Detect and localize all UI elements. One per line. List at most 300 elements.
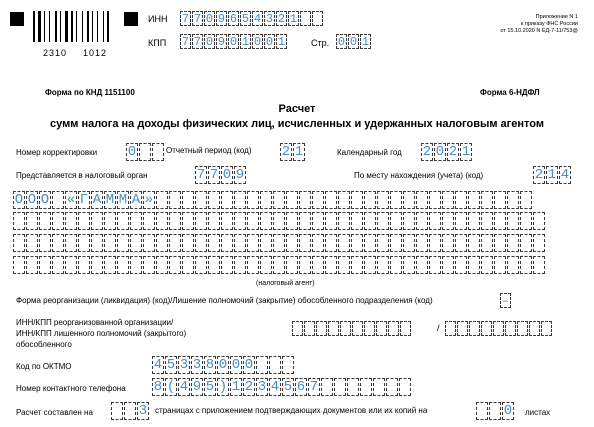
char-cell[interactable] — [457, 321, 468, 336]
char-cell[interactable]: 7 — [181, 11, 190, 26]
char-cell[interactable] — [156, 256, 168, 274]
char-cell[interactable]: 1 — [547, 167, 557, 183]
char-cell[interactable] — [312, 212, 324, 230]
oktmo-label: Код по ОКТМО — [16, 362, 72, 371]
char-cell[interactable] — [169, 256, 181, 274]
char-cell[interactable] — [156, 234, 168, 252]
char-cell[interactable] — [429, 191, 441, 209]
char-cell[interactable]: 0 — [435, 144, 445, 160]
char-cell[interactable]: 8 — [205, 357, 215, 373]
char-cell[interactable] — [130, 256, 142, 274]
reorg-slash: / — [437, 323, 440, 333]
copies-cells[interactable] — [476, 402, 515, 420]
char-cell[interactable] — [541, 321, 552, 336]
char-cell[interactable] — [260, 256, 272, 274]
char-cell[interactable] — [390, 234, 402, 252]
char-cell[interactable] — [273, 191, 285, 209]
char-cell[interactable] — [156, 212, 168, 230]
char-cell[interactable] — [304, 321, 315, 336]
char-cell[interactable]: 0 — [205, 34, 214, 49]
char-cell[interactable] — [247, 256, 259, 274]
char-cell[interactable] — [520, 212, 532, 230]
char-cell[interactable]: ( — [166, 379, 176, 395]
char-cell[interactable] — [325, 256, 337, 274]
char-cell[interactable] — [533, 234, 545, 252]
char-cell[interactable] — [390, 212, 402, 230]
char-cell[interactable] — [403, 212, 415, 230]
char-cell[interactable]: 1 — [461, 144, 471, 160]
correction-label: Номер корректировки — [16, 148, 98, 157]
char-cell[interactable]: 5 — [166, 357, 176, 373]
char-cell[interactable]: 7 — [193, 11, 202, 26]
char-cell[interactable]: 9 — [192, 379, 202, 395]
char-cell[interactable] — [221, 256, 233, 274]
char-cell[interactable] — [234, 256, 246, 274]
char-cell[interactable] — [377, 234, 389, 252]
pages-middle-text: страницах с приложением подтверждающих документов или их копий на — [155, 406, 428, 415]
char-cell[interactable] — [130, 234, 142, 252]
char-cell[interactable] — [481, 191, 493, 209]
char-cell[interactable] — [373, 378, 385, 396]
char-cell[interactable] — [325, 212, 337, 230]
char-cell[interactable] — [400, 321, 411, 336]
char-cell[interactable] — [468, 256, 480, 274]
char-cell[interactable] — [117, 256, 129, 274]
char-cell[interactable] — [328, 321, 339, 336]
char-cell[interactable]: 5 — [283, 379, 293, 395]
char-cell[interactable] — [169, 234, 181, 252]
char-cell[interactable] — [143, 212, 155, 230]
char-cell[interactable]: 0 — [218, 357, 228, 373]
char-cell[interactable] — [338, 256, 350, 274]
char-cell[interactable]: 5 — [205, 379, 215, 395]
char-cell[interactable] — [39, 212, 51, 230]
char-cell[interactable]: А — [92, 192, 102, 208]
char-cell[interactable] — [312, 256, 324, 274]
char-cell[interactable]: 0 — [205, 11, 214, 26]
char-cell[interactable] — [139, 143, 151, 161]
order-note-line-1: Приложение N 1 — [535, 14, 578, 20]
char-cell[interactable] — [104, 256, 116, 274]
char-cell[interactable] — [507, 234, 519, 252]
char-cell[interactable] — [26, 256, 38, 274]
char-cell[interactable]: 0 — [503, 403, 513, 419]
char-cell[interactable] — [520, 234, 532, 252]
tax-authority-cells[interactable] — [195, 166, 247, 184]
char-cell[interactable] — [78, 212, 90, 230]
char-cell[interactable] — [351, 234, 363, 252]
char-cell[interactable]: 0 — [265, 34, 274, 49]
char-cell[interactable] — [520, 191, 532, 209]
char-cell[interactable] — [221, 191, 233, 209]
char-cell[interactable] — [386, 378, 398, 396]
char-cell[interactable] — [292, 321, 303, 336]
char-cell[interactable] — [494, 191, 506, 209]
char-cell[interactable] — [493, 321, 504, 336]
char-cell[interactable] — [517, 321, 528, 336]
char-cell[interactable] — [429, 234, 441, 252]
char-cell[interactable]: 1 — [241, 34, 250, 49]
char-cell[interactable] — [143, 256, 155, 274]
char-cell[interactable]: М — [118, 192, 128, 208]
char-cell[interactable] — [390, 191, 402, 209]
barcode-bar — [87, 11, 89, 42]
reorg-kpp-cells[interactable] — [445, 321, 553, 336]
char-cell[interactable] — [221, 212, 233, 230]
char-cell[interactable] — [520, 256, 532, 274]
char-cell[interactable] — [529, 321, 540, 336]
char-cell[interactable] — [481, 256, 493, 274]
char-cell[interactable] — [39, 256, 51, 274]
char-cell[interactable] — [468, 212, 480, 230]
char-cell[interactable] — [364, 191, 376, 209]
char-cell[interactable] — [169, 212, 181, 230]
char-cell[interactable] — [505, 321, 516, 336]
char-cell[interactable] — [286, 234, 298, 252]
period-cells[interactable] — [280, 143, 306, 161]
char-cell[interactable] — [364, 234, 376, 252]
char-cell[interactable] — [312, 191, 324, 209]
char-cell[interactable] — [13, 212, 25, 230]
char-cell[interactable] — [489, 402, 501, 420]
char-cell[interactable] — [476, 402, 488, 420]
char-cell[interactable]: 9 — [217, 34, 226, 49]
char-cell[interactable] — [334, 378, 346, 396]
char-cell[interactable] — [182, 191, 194, 209]
reorg-cells[interactable] — [500, 293, 512, 308]
char-cell[interactable]: О — [27, 192, 37, 208]
char-cell[interactable] — [221, 234, 233, 252]
char-cell[interactable] — [169, 191, 181, 209]
char-cell[interactable] — [234, 234, 246, 252]
char-cell[interactable] — [26, 234, 38, 252]
char-cell[interactable]: О — [40, 192, 50, 208]
char-cell[interactable]: 3 — [257, 379, 267, 395]
barcode-bar — [69, 11, 70, 42]
char-cell[interactable]: 4 — [153, 357, 163, 373]
char-cell[interactable] — [481, 321, 492, 336]
char-cell[interactable] — [13, 234, 25, 252]
char-cell[interactable] — [390, 256, 402, 274]
reorg-inn-cells[interactable] — [292, 321, 412, 336]
char-cell[interactable] — [494, 212, 506, 230]
char-cell[interactable]: 7 — [193, 34, 202, 49]
char-cell[interactable]: 7 — [209, 167, 219, 183]
reorg-label: Форма реорганизации (ликвидация) (код)/Лишение полномочий (закрытие) обособленного подразделения (код) — [16, 296, 433, 305]
char-cell[interactable]: « — [66, 192, 76, 208]
char-cell[interactable]: М — [105, 192, 115, 208]
phone-cells[interactable] — [152, 378, 412, 396]
char-cell[interactable] — [299, 212, 311, 230]
char-cell[interactable] — [52, 234, 64, 252]
barcode-bar — [42, 11, 43, 42]
char-cell[interactable]: 2 — [277, 11, 286, 26]
char-cell[interactable]: 2 — [244, 379, 254, 395]
char-cell[interactable] — [416, 191, 428, 209]
char-cell[interactable] — [325, 191, 337, 209]
char-cell[interactable] — [442, 234, 454, 252]
char-cell[interactable] — [364, 321, 375, 336]
char-cell[interactable] — [256, 356, 268, 374]
char-cell[interactable] — [195, 256, 207, 274]
correction-cells[interactable] — [126, 143, 165, 161]
char-cell[interactable] — [208, 234, 220, 252]
char-cell[interactable]: 7 — [196, 167, 206, 183]
char-cell[interactable] — [533, 212, 545, 230]
char-cell[interactable] — [377, 256, 389, 274]
char-cell[interactable] — [78, 234, 90, 252]
char-cell[interactable]: Г — [79, 192, 89, 208]
char-cell[interactable] — [195, 212, 207, 230]
char-cell[interactable] — [91, 256, 103, 274]
char-cell[interactable] — [234, 191, 246, 209]
barcode-bar — [94, 11, 96, 42]
char-cell[interactable] — [273, 212, 285, 230]
char-cell[interactable] — [312, 11, 323, 26]
kpp-label: КПП — [148, 38, 167, 48]
char-cell[interactable] — [152, 143, 164, 161]
char-cell[interactable] — [316, 321, 327, 336]
char-cell[interactable]: 2 — [448, 144, 458, 160]
char-cell[interactable] — [351, 256, 363, 274]
barcode-bar — [71, 11, 73, 42]
char-cell[interactable] — [364, 256, 376, 274]
char-cell[interactable]: 1 — [277, 34, 286, 49]
char-cell[interactable] — [321, 378, 333, 396]
char-cell[interactable] — [338, 234, 350, 252]
char-cell[interactable]: 5 — [241, 11, 250, 26]
char-cell[interactable] — [360, 378, 372, 396]
char-cell[interactable] — [269, 356, 281, 374]
char-cell[interactable]: 1 — [361, 34, 370, 49]
char-cell[interactable]: 9 — [217, 11, 226, 26]
char-cell[interactable]: 1 — [289, 11, 298, 26]
char-cell[interactable] — [442, 212, 454, 230]
char-cell[interactable]: 0 — [253, 34, 262, 49]
char-cell[interactable] — [533, 256, 545, 274]
char-cell[interactable] — [182, 256, 194, 274]
char-cell[interactable] — [455, 256, 467, 274]
char-cell[interactable]: 0 — [127, 144, 137, 160]
page-cells[interactable] — [336, 34, 372, 49]
char-cell[interactable] — [195, 191, 207, 209]
char-cell[interactable] — [260, 234, 272, 252]
char-cell[interactable] — [208, 212, 220, 230]
char-cell[interactable]: 3 — [138, 403, 148, 419]
char-cell[interactable] — [340, 321, 351, 336]
char-cell[interactable] — [429, 212, 441, 230]
char-cell[interactable]: А — [131, 192, 141, 208]
char-cell[interactable] — [352, 321, 363, 336]
kpp-cells[interactable] — [180, 34, 288, 49]
char-cell[interactable] — [52, 212, 64, 230]
char-cell[interactable]: 0 — [337, 34, 346, 49]
char-cell[interactable] — [91, 234, 103, 252]
char-cell[interactable] — [388, 321, 399, 336]
char-cell[interactable] — [351, 212, 363, 230]
char-cell[interactable] — [445, 321, 456, 336]
barcode-bar — [105, 11, 106, 42]
char-cell[interactable] — [182, 212, 194, 230]
char-cell[interactable] — [403, 234, 415, 252]
char-cell[interactable] — [442, 191, 454, 209]
char-cell[interactable]: 3 — [192, 357, 202, 373]
char-cell[interactable]: О — [14, 192, 24, 208]
char-cell[interactable]: 3 — [265, 11, 274, 26]
agent-name-row-2[interactable] — [13, 212, 546, 230]
order-note — [500, 14, 578, 35]
oktmo-cells[interactable] — [152, 356, 295, 374]
char-cell[interactable] — [299, 191, 311, 209]
char-cell[interactable] — [78, 256, 90, 274]
char-cell[interactable]: 1 — [231, 379, 241, 395]
char-cell[interactable] — [208, 256, 220, 274]
char-cell[interactable] — [416, 212, 428, 230]
char-cell[interactable] — [234, 212, 246, 230]
char-cell[interactable]: 4 — [253, 11, 262, 26]
char-cell[interactable] — [416, 234, 428, 252]
char-cell[interactable] — [429, 256, 441, 274]
char-cell[interactable]: 9 — [235, 167, 245, 183]
char-cell[interactable] — [286, 191, 298, 209]
char-cell[interactable] — [286, 212, 298, 230]
char-cell[interactable] — [455, 234, 467, 252]
char-cell[interactable]: – — [501, 293, 510, 308]
char-cell[interactable] — [399, 378, 411, 396]
char-cell[interactable] — [507, 256, 519, 274]
char-cell[interactable] — [260, 212, 272, 230]
char-cell[interactable] — [347, 378, 359, 396]
agent-name-row-1[interactable] — [13, 191, 533, 209]
char-cell[interactable] — [52, 256, 64, 274]
char-cell[interactable] — [104, 212, 116, 230]
char-cell[interactable]: 4 — [270, 379, 280, 395]
reorg-inn-label-line-1: ИНН/КПП реорганизованной организации/ — [16, 318, 174, 327]
char-cell[interactable] — [65, 234, 77, 252]
char-cell[interactable] — [13, 256, 25, 274]
char-cell[interactable] — [124, 402, 136, 420]
char-cell[interactable] — [325, 234, 337, 252]
char-cell[interactable] — [468, 234, 480, 252]
char-cell[interactable] — [507, 212, 519, 230]
char-cell[interactable]: 7 — [309, 379, 319, 395]
char-cell[interactable] — [299, 256, 311, 274]
char-cell[interactable] — [247, 191, 259, 209]
char-cell[interactable] — [469, 321, 480, 336]
char-cell[interactable] — [65, 256, 77, 274]
char-cell[interactable] — [300, 11, 311, 26]
char-cell[interactable] — [260, 191, 272, 209]
agent-name-row-4[interactable] — [13, 256, 546, 274]
barcode-number-left: 2310 — [43, 48, 68, 58]
char-cell[interactable] — [286, 256, 298, 274]
barcode-bar — [78, 11, 81, 42]
char-cell[interactable] — [377, 191, 389, 209]
char-cell[interactable] — [416, 256, 428, 274]
barcode-bar — [99, 11, 102, 42]
char-cell[interactable]: 0 — [231, 357, 241, 373]
inn-cells[interactable] — [180, 11, 324, 26]
char-cell[interactable] — [338, 212, 350, 230]
char-cell[interactable]: 0 — [222, 167, 232, 183]
pages-cells[interactable] — [111, 402, 150, 420]
char-cell[interactable] — [65, 212, 77, 230]
char-cell[interactable] — [117, 234, 129, 252]
char-cell[interactable] — [111, 402, 123, 420]
char-cell[interactable]: 4 — [179, 379, 189, 395]
char-cell[interactable] — [91, 212, 103, 230]
char-cell[interactable]: 2 — [281, 144, 291, 160]
char-cell[interactable]: 7 — [181, 34, 190, 49]
char-cell[interactable]: 6 — [296, 379, 306, 395]
char-cell[interactable] — [299, 234, 311, 252]
char-cell[interactable] — [273, 256, 285, 274]
char-cell[interactable] — [377, 212, 389, 230]
char-cell[interactable] — [104, 234, 116, 252]
char-cell[interactable] — [247, 234, 259, 252]
char-cell[interactable] — [195, 234, 207, 252]
char-cell[interactable] — [273, 234, 285, 252]
char-cell[interactable]: 0 — [349, 34, 358, 49]
char-cell[interactable] — [455, 191, 467, 209]
char-cell[interactable] — [156, 191, 168, 209]
char-cell[interactable] — [481, 212, 493, 230]
year-cells[interactable] — [421, 143, 473, 161]
char-cell[interactable]: ) — [218, 379, 228, 395]
char-cell[interactable] — [247, 212, 259, 230]
char-cell[interactable]: 0 — [229, 34, 238, 49]
char-cell[interactable] — [312, 234, 324, 252]
char-cell[interactable]: 2 — [534, 167, 544, 183]
char-cell[interactable] — [182, 234, 194, 252]
char-cell[interactable] — [130, 212, 142, 230]
char-cell[interactable] — [364, 212, 376, 230]
char-cell[interactable] — [507, 191, 519, 209]
char-cell[interactable]: 8 — [153, 379, 163, 395]
agent-caption: (налоговый агент) — [256, 280, 315, 287]
char-cell[interactable] — [338, 191, 350, 209]
char-cell[interactable]: 3 — [179, 357, 189, 373]
char-cell[interactable] — [39, 234, 51, 252]
char-cell[interactable] — [481, 234, 493, 252]
char-cell[interactable]: » — [144, 192, 154, 208]
char-cell[interactable]: 1 — [294, 144, 304, 160]
char-cell[interactable] — [117, 212, 129, 230]
char-cell[interactable] — [403, 256, 415, 274]
char-cell[interactable] — [52, 191, 64, 209]
char-cell[interactable] — [494, 256, 506, 274]
char-cell[interactable] — [455, 212, 467, 230]
char-cell[interactable] — [468, 191, 480, 209]
location-cells[interactable] — [533, 166, 572, 184]
char-cell[interactable] — [26, 212, 38, 230]
char-cell[interactable] — [376, 321, 387, 336]
char-cell[interactable] — [143, 234, 155, 252]
char-cell[interactable]: 4 — [560, 167, 570, 183]
char-cell[interactable]: 2 — [422, 144, 432, 160]
char-cell[interactable] — [403, 191, 415, 209]
barcode-bar — [107, 11, 109, 42]
char-cell[interactable] — [351, 191, 363, 209]
char-cell[interactable] — [442, 256, 454, 274]
char-cell[interactable]: 6 — [229, 11, 238, 26]
barcode-bar — [90, 11, 91, 42]
agent-name-row-3[interactable] — [13, 234, 546, 252]
char-cell[interactable] — [208, 191, 220, 209]
char-cell[interactable]: 0 — [244, 357, 254, 373]
char-cell[interactable] — [494, 234, 506, 252]
char-cell[interactable] — [282, 356, 294, 374]
